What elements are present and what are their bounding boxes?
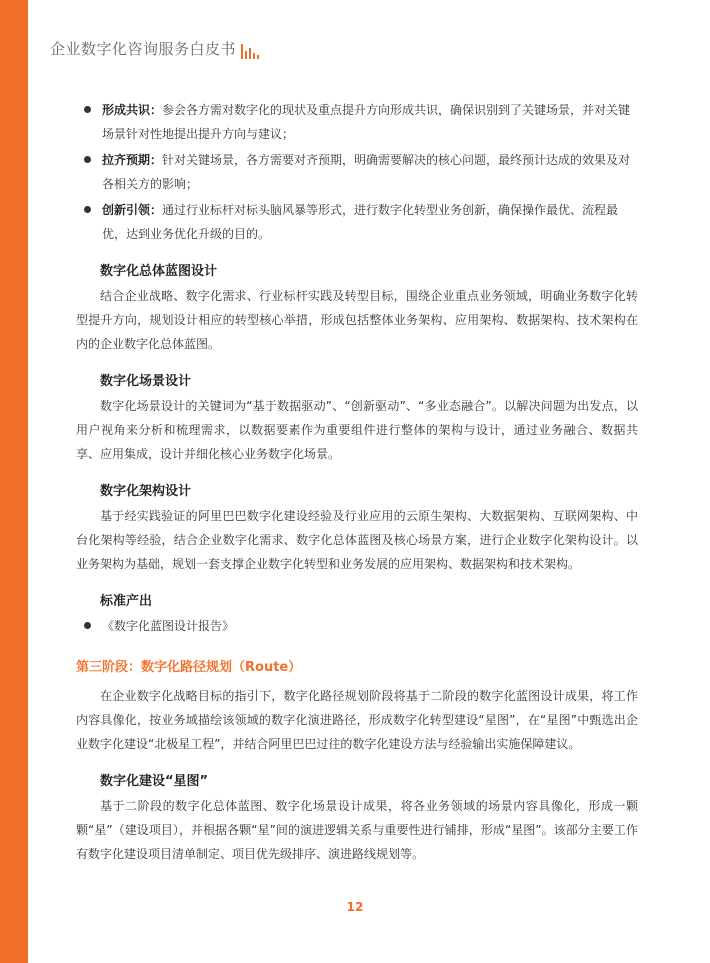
- bullet-label: 形成共识：: [102, 103, 163, 117]
- page-header: [50, 38, 261, 59]
- output-item: [76, 614, 638, 638]
- bullet-dot-icon: [84, 156, 91, 163]
- section-paragraph-scenario: 数字化场景设计的关键词为“基于数据驱动”、“创新驱动”、“多业态融合”。以解决问题为出发点，以用户视角来分析和梳理需求，以数据要素作为重要组件进行整体的架构与设计，通过业务融合、数据共享、应用集成，设计并细化核心业务数字化场景。: [76, 399, 638, 461]
- section-heading-star-map: 数字化建设“星图”: [100, 774, 209, 789]
- bullet-item: [76, 198, 638, 246]
- side-accent-bar: [0, 0, 28, 963]
- page-content: [76, 98, 638, 866]
- page-number: 12: [346, 900, 364, 914]
- bullet-label: 创新引领：: [102, 203, 163, 217]
- bullet-text: 参会各方需对数字化的现状及重点提升方向形成共识，确保识别到了关键场景，并对关键场景针对性地提出提升方向与建议；: [102, 103, 631, 141]
- bullet-dot-icon: [84, 106, 91, 113]
- bullet-label: 拉齐预期：: [102, 153, 163, 167]
- bullet-item: [76, 98, 638, 146]
- section-paragraph-blueprint: 结合企业战略、数字化需求、行业标杆实践及转型目标，围绕企业重点业务领域，明确业务数字化转型提升方向，规划设计相应的转型核心举措，形成包括整体业务架构、应用架构、数据架构、技术架构在内的企业数字化总体蓝图。: [76, 289, 638, 351]
- stage-heading: 第三阶段：数字化路径规划（Route）: [76, 660, 302, 675]
- bar-chart-icon: [241, 43, 261, 59]
- section-heading-scenario: 数字化场景设计: [100, 374, 192, 389]
- section-paragraph-star-map: 基于二阶段的数字化总体蓝图、数字化场景设计成果，将各业务领域的场景内容具像化，形成一颗颗“星”（建设项目），并根据各颗“星”间的演进逻辑关系与重要性进行铺排，形成“星图”。该部分主要工作有数字化建设项目清单制定、项目优先级排序、演进路线规划等。: [76, 799, 638, 861]
- section-heading-architecture: 数字化架构设计: [100, 484, 192, 499]
- section-paragraph-architecture: 基于经实践验证的阿里巴巴数字化建设经验及行业应用的云原生架构、大数据架构、互联网架构、中台化架构等经验，结合企业数字化需求、数字化总体蓝图及核心场景方案，进行企业数字化架构设计。以业务架构为基础，规划一套支撑企业数字化转型和业务发展的应用架构、数据架构和技术架构。: [76, 509, 638, 571]
- output-heading: 标准产出: [100, 594, 153, 609]
- output-item-text: 《数字化蓝图设计报告》: [102, 619, 235, 633]
- section-heading-blueprint: 数字化总体蓝图设计: [100, 264, 218, 279]
- stage-intro-paragraph: 在企业数字化战略目标的指引下，数字化路径规划阶段将基于二阶段的数字化蓝图设计成果，将工作内容具像化，按业务域描绘该领域的数字化演进路径，形成数字化转型建设“星图”，在“星图”中甄选出企业数字化建设“北极星工程”，并结合阿里巴巴过往的数字化建设方法与经验输出实施保障建议。: [76, 689, 638, 751]
- bullet-text: 通过行业标杆对标头脑风暴等形式，进行数字化转型业务创新，确保操作最优、流程最优，达到业务优化升级的目的。: [102, 203, 619, 241]
- bullet-dot-icon: [84, 206, 91, 213]
- bullet-item: [76, 148, 638, 196]
- document-title: 企业数字化咨询服务白皮书: [50, 40, 237, 58]
- bullet-dot-icon: [84, 622, 91, 629]
- bullet-text: 针对关键场景，各方需要对齐预期，明确需要解决的核心问题，最终预计达成的效果及对各相关方的影响；: [102, 153, 631, 191]
